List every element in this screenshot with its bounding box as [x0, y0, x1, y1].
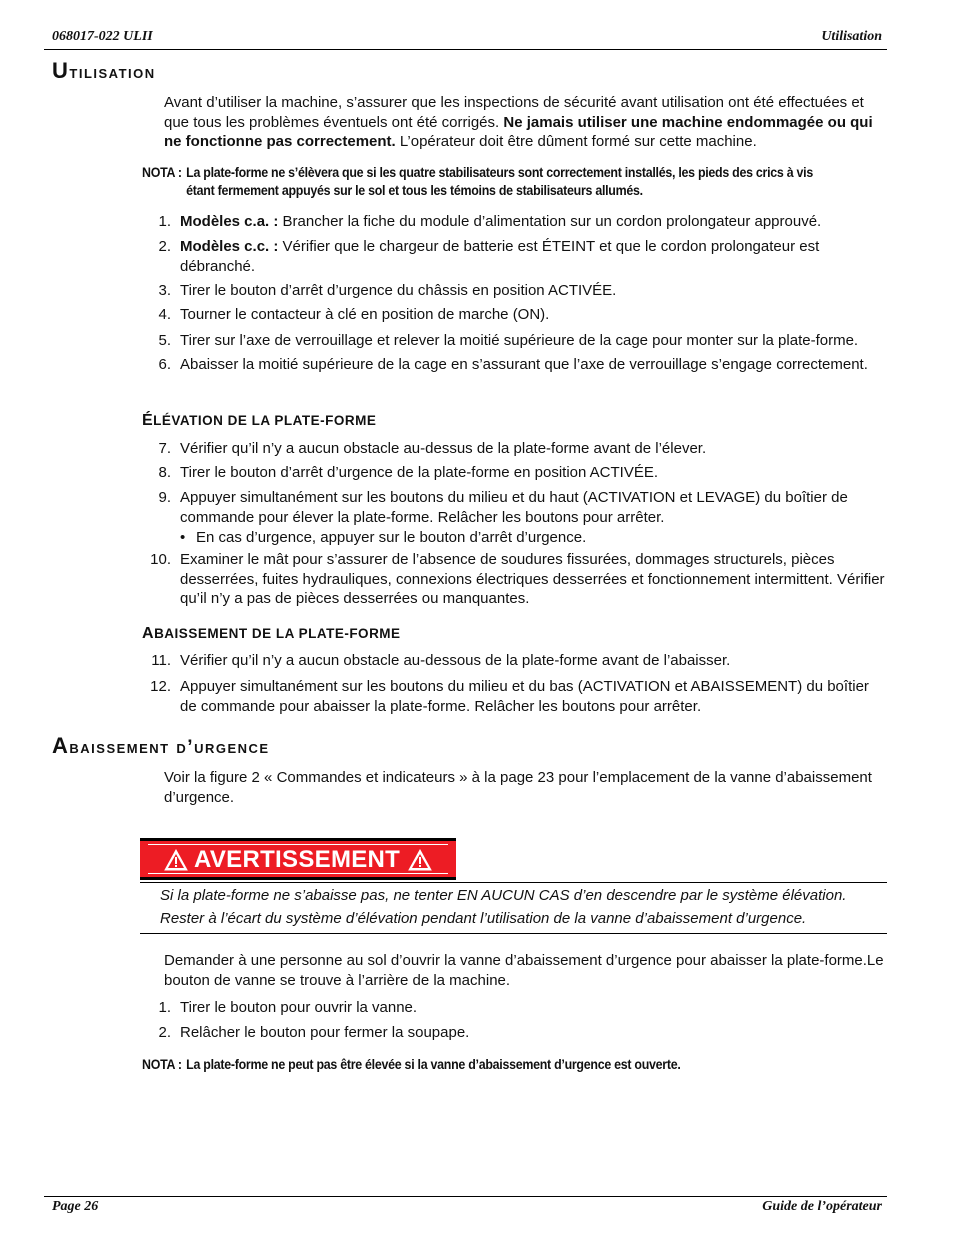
list-item [142, 212, 887, 232]
emergency-body: Demander à une personne au sol d’ouvrir la vanne d’abaissement d’urgence pour abaisser la plate-forme.Le bouton de vanne se trouve à l’arrière de la machine. [164, 952, 884, 989]
emergency-intro: Voir la figure 2 « Commandes et indicateurs » à la page 23 pour l’emplacement de la vanne d’abaissement d’urgence. [164, 769, 872, 806]
list-item [142, 439, 887, 459]
warning-line: Rester à l’écart du système d’élévation pendant l’utilisation de la vanne d’abaissement d’urgence. [160, 910, 807, 927]
item-number: 1. [158, 999, 171, 1016]
item-number: 6. [158, 356, 171, 373]
item-text: Vérifier qu’il n’y a aucun obstacle au-dessus de la plate-forme avant de l’élever. [180, 440, 707, 457]
bullet-dot: • [180, 529, 186, 546]
item-number: 10. [150, 551, 171, 568]
item-text: Tirer sur l’axe de verrouillage et relever la moitié supérieure de la cage pour monter sur la plate-forme. [180, 332, 859, 349]
list-item [142, 463, 887, 483]
intro-paragraph [164, 93, 889, 152]
title-initial: U [52, 58, 70, 83]
item-number: 1. [158, 213, 171, 230]
note-text: La plate-forme ne peut pas être élevée si la vanne d’abaissement d’urgence est ouverte. [186, 1057, 681, 1072]
warning-banner [140, 838, 456, 880]
item-text: Tirer le bouton d’arrêt d’urgence du châssis en position ACTIVÉE. [180, 282, 617, 299]
bullet-text: En cas d’urgence, appuyer sur le bouton d’arrêt d’urgence. [196, 529, 587, 546]
warning-top-rule [140, 882, 887, 883]
list-item [142, 281, 887, 301]
warning-line: Si la plate-forme ne s’abaisse pas, ne tenter EN AUCUN CAS d’en descendre par le système élévation. [160, 887, 847, 904]
item-text: Appuyer simultanément sur les boutons du milieu et du bas (ACTIVATION et ABAISSEMENT) du boîtier de commande pour abaisser la plate-forme. Relâcher les boutons pour arrêter. [180, 678, 869, 715]
list-item [142, 305, 887, 325]
item-number: 11. [151, 652, 171, 669]
warning-text [160, 884, 885, 930]
item-number: 12. [150, 678, 171, 695]
item-number: 2. [158, 238, 171, 255]
intro-text-end: L’opérateur doit être dûment formé sur cette machine. [395, 133, 757, 150]
guide-title: Guide de l’opérateur [762, 1199, 882, 1214]
warning-title: AVERTISSEMENT [194, 846, 401, 873]
title-initial: A [142, 625, 155, 642]
note-label: NOTA : [142, 165, 182, 180]
section-title-utilisation [52, 58, 156, 84]
list-item [142, 651, 887, 671]
note-stabilizers [142, 164, 827, 199]
section-title-emergency-lowering [52, 733, 270, 759]
item-text: Tirer le bouton d’arrêt d’urgence de la plate-forme en position ACTIVÉE. [180, 464, 659, 481]
footer-rule [44, 1196, 887, 1197]
item-number: 3. [158, 282, 171, 299]
subsection-title-raise [142, 412, 376, 430]
item-text: Vérifier que le chargeur de batterie est ÉTEINT et que le cordon prolongateur est débranché. [180, 238, 820, 275]
intro-text: Avant d’utiliser la machine, s’assurer que les inspections de sécurité avant utilisation ont été effectuées et que tous les problèmes éventuels ont été corrigés. [164, 94, 864, 131]
warning-triangle-icon [164, 849, 188, 871]
note-text: La plate-forme ne s’élèvera que si les quatre stabilisateurs sont correctement installés, les pieds des crics à vis étant fermement appuyés sur le sol et tous les témoins de stabilisateurs allumés. [186, 165, 813, 198]
note-label: NOTA : [142, 1057, 182, 1072]
header-rule [44, 49, 887, 50]
bullet-item [180, 528, 586, 548]
item-text: Abaisser la moitié supérieure de la cage en s’assurant que l’axe de verrouillage s’engage correctement. [180, 356, 868, 373]
item-bold: Modèles c.c. : [180, 238, 279, 255]
list-item [142, 355, 887, 375]
list-item [142, 998, 887, 1018]
item-number: 7. [158, 440, 171, 457]
item-number: 8. [158, 464, 171, 481]
item-number: 5. [158, 332, 171, 349]
note-valve [142, 1056, 827, 1074]
list-item [142, 488, 887, 527]
item-number: 4. [158, 306, 171, 323]
page-number: Page 26 [52, 1199, 99, 1214]
item-text: Brancher la fiche du module d’alimentation sur un cordon prolongateur approuvé. [278, 213, 822, 230]
item-text: Relâcher le bouton pour fermer la soupape. [180, 1024, 470, 1041]
title-rest: BAISSEMENT DE LA PLATE-FORME [154, 626, 401, 641]
section-name: Utilisation [821, 29, 882, 44]
title-initial: É [142, 412, 154, 429]
item-text: Appuyer simultanément sur les boutons du milieu et du haut (ACTIVATION et LEVAGE) du boîtier de commande pour élever la plate-forme. Relâcher les boutons pour arrêter. [180, 489, 848, 526]
warning-triangle-icon [408, 849, 432, 871]
warning-bottom-rule [140, 933, 887, 934]
list-item [142, 677, 887, 716]
list-item [142, 237, 887, 276]
item-text: Vérifier qu’il n’y a aucun obstacle au-dessous de la plate-forme avant de l’abaisser. [180, 652, 731, 669]
intro-warning-bold: Ne jamais utiliser une machine endommagée ou qui ne fonctionne pas correctement. [164, 113, 873, 150]
item-number: 9. [158, 489, 171, 506]
title-initial: A [52, 733, 70, 758]
subsection-title-lower [142, 625, 401, 643]
item-bold: Modèles c.a. : [180, 213, 279, 230]
list-item [142, 1023, 887, 1043]
title-rest: baissement d’urgence [69, 737, 270, 758]
list-item [142, 331, 887, 351]
item-text: Tourner le contacteur à clé en position de marche (ON). [180, 306, 550, 323]
item-text: Examiner le mât pour s’assurer de l’absence de soudures fissurées, dommages structurels, pièces desserrées, fuites hydrauliques, connexions électriques desserrées et fonctionnement intermittent. Vérifier qu’il n’y a pas de pièces desserrées ou manquantes. [180, 551, 885, 607]
item-number: 2. [158, 1024, 171, 1041]
title-rest: tilisation [69, 62, 156, 83]
list-item [142, 550, 887, 609]
item-text: Tirer le bouton pour ouvrir la vanne. [180, 999, 418, 1016]
title-rest: LÉVATION DE LA PLATE-FORME [153, 413, 377, 428]
doc-number: 068017-022 ULII [52, 29, 153, 44]
